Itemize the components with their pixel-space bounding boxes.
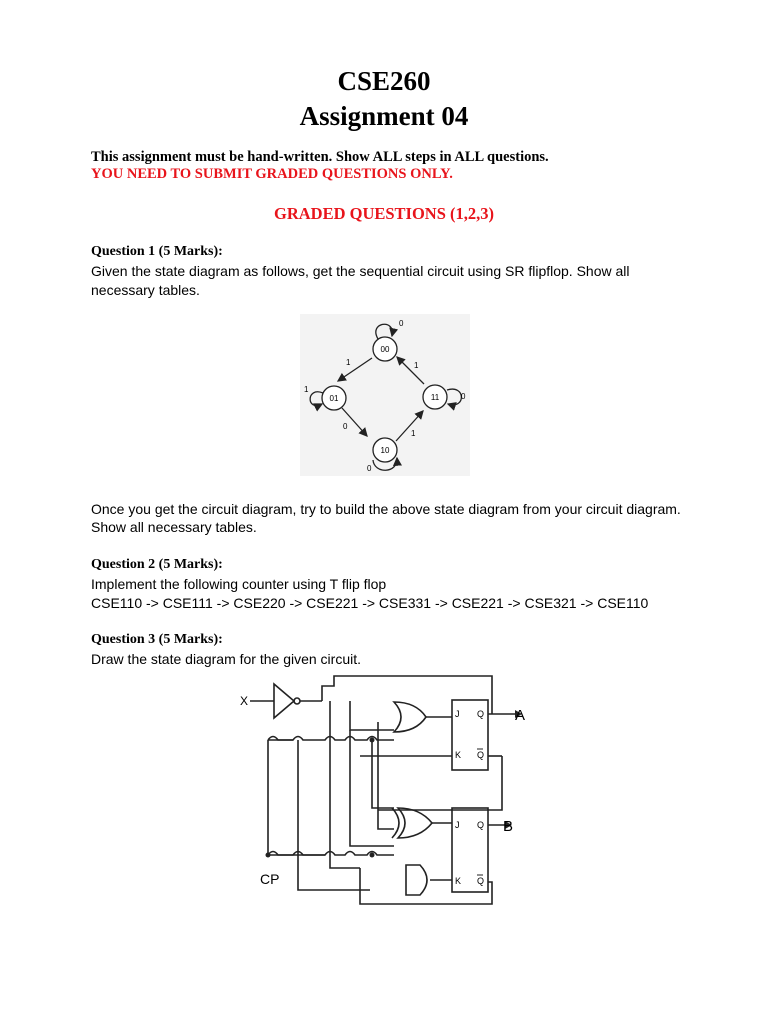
- ff-a-k-label: K: [455, 750, 462, 760]
- question3-heading: Question 3 (5 Marks):: [91, 632, 223, 647]
- intro-instruction: This assignment must be hand-written. Show ALL steps in ALL questions.: [91, 149, 549, 165]
- ff-b-k-label: K: [455, 876, 462, 886]
- ff-b-j-label: J: [455, 820, 460, 830]
- label-self-00: 0: [399, 319, 404, 328]
- not-gate: [274, 684, 294, 718]
- question2-counter-sequence: CSE110 -> CSE111 -> CSE220 -> CSE221 -> CSE331 -> CSE221 -> CSE321 -> CSE110: [91, 595, 649, 611]
- and-gate: [406, 865, 427, 895]
- state-01-label: 01: [329, 394, 339, 403]
- label-self-11: 0: [461, 392, 466, 401]
- state-00-label: 00: [380, 345, 390, 354]
- label-self-10: 0: [367, 464, 372, 473]
- input-x-label: X: [240, 694, 249, 708]
- question1-text-line1: Given the state diagram as follows, get the sequential circuit using SR flipflop. Show all: [91, 263, 630, 279]
- output-b-label: B: [503, 818, 514, 835]
- circuit-diagram: [230, 670, 530, 915]
- label-11-00: 1: [414, 361, 419, 370]
- state-11-label: 11: [430, 393, 440, 402]
- or-gate: [394, 702, 426, 732]
- question2-heading: Question 2 (5 Marks):: [91, 557, 223, 572]
- ff-b-qbar-label: Q: [477, 876, 485, 886]
- label-00-01: 1: [346, 358, 351, 367]
- question1-text-line2: necessary tables.: [91, 282, 200, 298]
- state-diagram: [300, 314, 470, 476]
- state-10-label: 10: [380, 446, 390, 455]
- output-a-label: A: [515, 707, 526, 724]
- label-10-11: 1: [411, 429, 416, 438]
- label-01-10: 0: [343, 422, 348, 431]
- intro-warning: YOU NEED TO SUBMIT GRADED QUESTIONS ONLY.: [91, 166, 453, 182]
- question1-heading: Question 1 (5 Marks):: [91, 244, 223, 259]
- course-title: CSE260: [337, 66, 431, 96]
- clock-label: CP: [260, 871, 280, 887]
- question2-text-line1: Implement the following counter using T flip flop: [91, 576, 387, 592]
- assignment-title: Assignment 04: [299, 101, 469, 131]
- ff-b-q-label: Q: [477, 820, 485, 830]
- ff-a-j-label: J: [455, 709, 460, 719]
- ff-a-qbar-label: Q: [477, 750, 485, 760]
- graded-heading: GRADED QUESTIONS (1,2,3): [273, 204, 495, 223]
- ff-a-q-label: Q: [477, 709, 485, 719]
- question1-followup-line1: Once you get the circuit diagram, try to build the above state diagram from your circuit diagram.: [91, 501, 681, 517]
- question3-text: Draw the state diagram for the given circuit.: [91, 651, 362, 667]
- question1-followup-line2: Show all necessary tables.: [91, 519, 257, 535]
- label-self-01: 1: [304, 385, 309, 394]
- xor-gate: [398, 808, 432, 838]
